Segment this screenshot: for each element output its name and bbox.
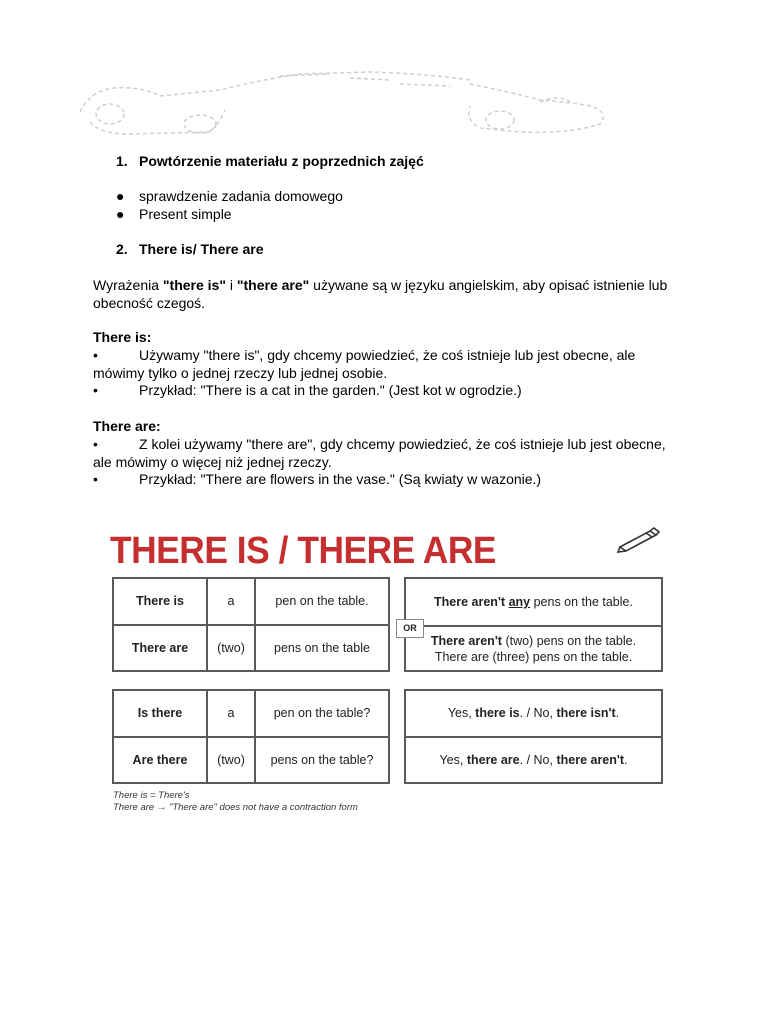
question-cell: Are there (113, 737, 207, 784)
intro-line-1: Wyrażenia "there is" i "there are" używane są w języku angielskim, aby opisać istnienie lub (93, 277, 668, 293)
affirmative-table (112, 577, 390, 672)
intro-line-2: obecność czegoś. (93, 295, 206, 311)
answer-table (404, 689, 663, 784)
section-1-number: 1. (116, 153, 128, 169)
affirm-cell: pens on the table (255, 625, 389, 672)
list-item: Present simple (139, 206, 232, 222)
section-2-title: There is/ There are (139, 241, 264, 257)
bullet-mark: • (93, 436, 98, 452)
bullet-mark: • (93, 347, 98, 363)
question-cell: pen on the table? (255, 690, 389, 737)
there-are-item-1-line-1: Z kolei używamy "there are", gdy chcemy powiedzieć, że coś istnieje lub jest obecne, (139, 436, 666, 452)
negative-cell-1: There aren't any pens on the table. (405, 578, 662, 626)
there-are-item-2: Przykład: "There are flowers in the vase." (Są kwiaty w wazonie.) (139, 471, 542, 487)
bullet-dot: ● (116, 188, 125, 204)
affirm-cell: (two) (207, 625, 255, 672)
question-cell: a (207, 690, 255, 737)
bullet-mark: • (93, 382, 98, 398)
there-are-heading: There are: (93, 418, 161, 434)
affirm-cell: There is (113, 578, 207, 625)
question-cell: (two) (207, 737, 255, 784)
section-2-number: 2. (116, 241, 128, 257)
there-is-item-1-line-2: mówimy tylko o jednej rzeczy lub jednej osobie. (93, 365, 388, 381)
footnote-2: There are → "There are" does not have a contraction form (113, 802, 358, 813)
negative-table (404, 577, 663, 672)
affirm-cell: a (207, 578, 255, 625)
question-cell: pens on the table? (255, 737, 389, 784)
section-1-title: Powtórzenie materiału z poprzednich zajęć (139, 153, 424, 169)
graphic-title: THERE IS / THERE ARE (110, 530, 497, 572)
answer-cell-1: Yes, there is. / No, there isn't. (405, 690, 662, 737)
pencil-icon (616, 525, 662, 553)
question-table (112, 689, 390, 784)
car-sketch-decoration (70, 62, 615, 144)
answer-cell-2: Yes, there are. / No, there aren't. (405, 737, 662, 784)
or-label: OR (396, 619, 424, 638)
footnote-1: There is = There's (113, 790, 190, 801)
bullet-mark: • (93, 471, 98, 487)
affirm-cell: There are (113, 625, 207, 672)
there-is-heading: There is: (93, 329, 152, 345)
question-cell: Is there (113, 690, 207, 737)
there-is-item-1-line-1: Używamy "there is", gdy chcemy powiedzieć, że coś istnieje lub jest obecne, ale (139, 347, 636, 363)
bullet-dot: ● (116, 206, 125, 222)
there-are-item-1-line-2: ale mówimy o więcej niż jednej rzeczy. (93, 454, 332, 470)
list-item: sprawdzenie zadania domowego (139, 188, 343, 204)
there-is-item-2: Przykład: "There is a cat in the garden." (Jest kot w ogrodzie.) (139, 382, 522, 398)
affirm-cell: pen on the table. (255, 578, 389, 625)
negative-cell-2: There aren't (two) pens on the table. There are (three) pens on the table. (405, 626, 662, 671)
